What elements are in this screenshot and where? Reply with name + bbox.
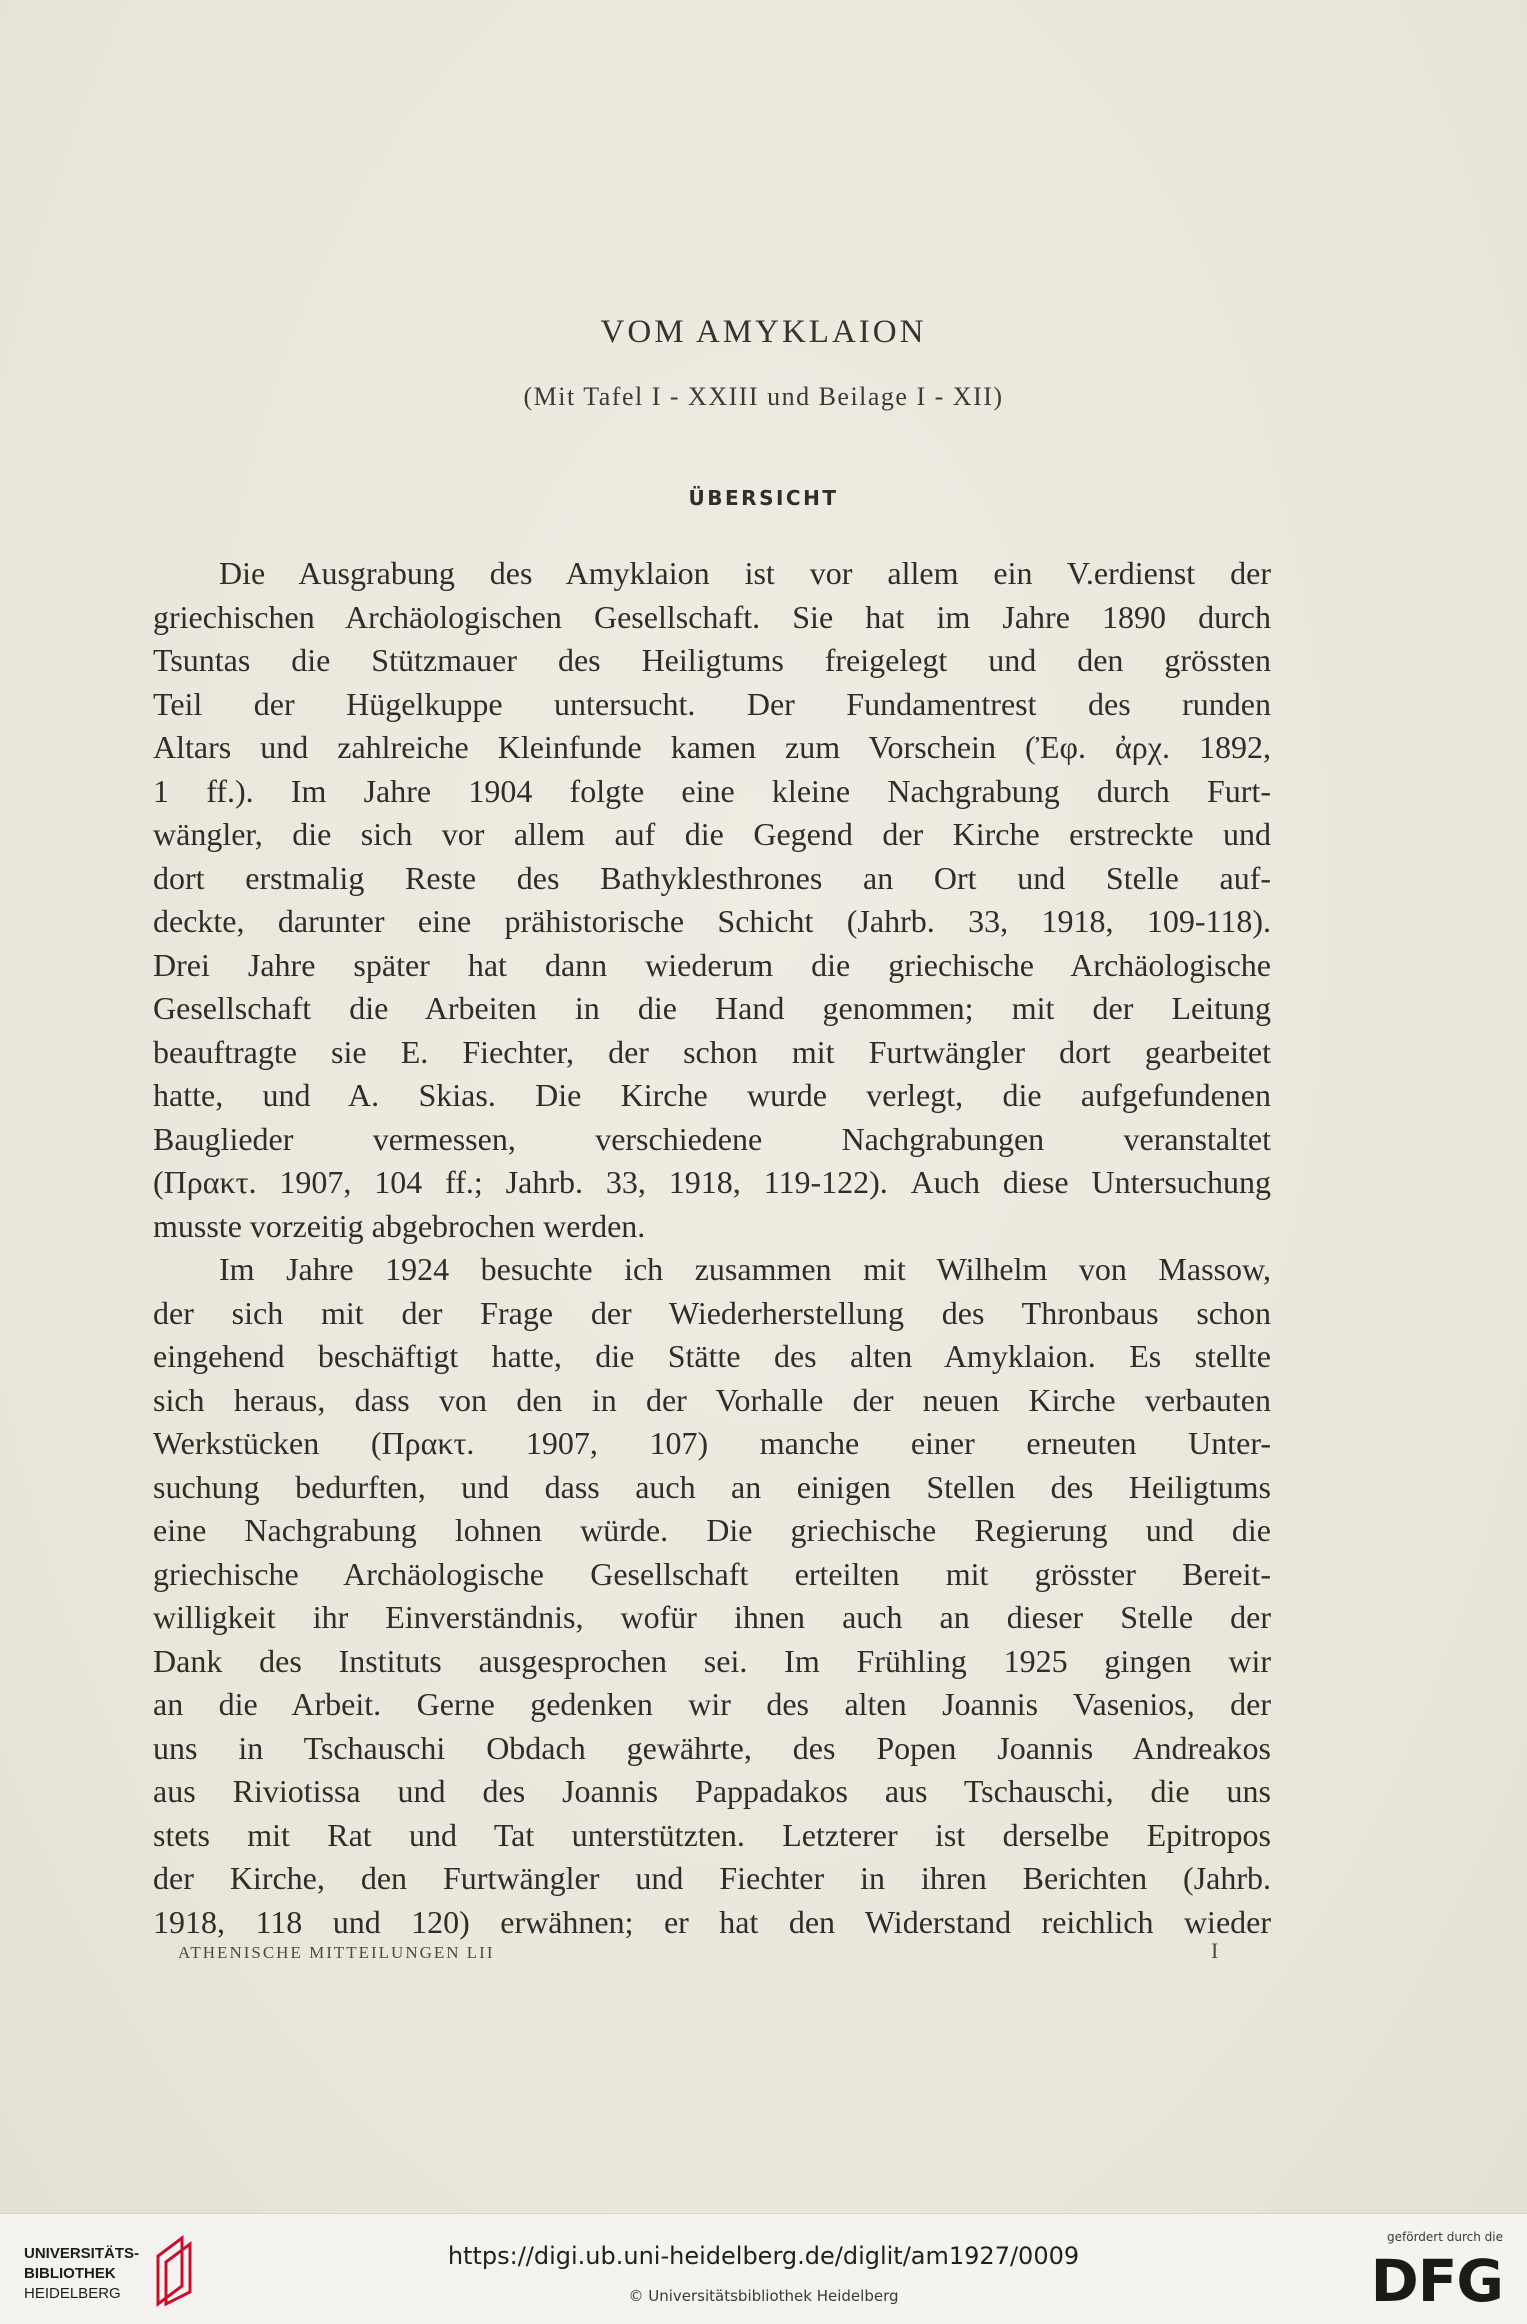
text-line: der Kirche, den Furtwängler und Fiechter in ihren Berichten (Jahrb. (153, 1860, 1271, 1896)
text-line: sich heraus, dass von den in der Vorhalle der neuen Kirche verbauten (153, 1381, 1271, 1418)
text-line: der sich mit der Frage der Wiederherstellung des Thronbaus schon (153, 1294, 1271, 1331)
text-line: Gesellschaft die Arbeiten in die Hand genommen; mit der Leitung (153, 990, 1271, 1026)
copyright-notice: © Universitätsbibliothek Heidelberg (628, 2287, 899, 2305)
text-line: griechischen Archäologischen Gesellschaft. Sie hat im Jahre 1890 durch (153, 598, 1271, 635)
viewer-footer-bar (0, 2213, 1527, 2324)
signature-mark: I (1211, 1938, 1219, 1963)
library-name-line: UNIVERSITÄTS- (24, 2245, 140, 2262)
text-line: Tsuntas die Stützmauer des Heiligtums freigelegt und den grössten (153, 642, 1271, 678)
section-heading: ÜBERSICHT (688, 486, 839, 510)
text-line: Werkstücken (Πρακτ. 1907, 107) manche einer erneuten Unter- (153, 1425, 1271, 1461)
running-footer: ATHENISCHE MITTEILUNGEN LII (178, 1943, 495, 1962)
text-line: Dank des Instituts ausgesprochen sei. Im Frühling 1925 gingen wir (153, 1642, 1271, 1679)
text-line: (Πρακτ. 1907, 104 ff.; Jahrb. 33, 1918, 119-122). Auch diese Untersuchung (153, 1164, 1271, 1200)
text-line: eine Nachgrabung lohnen würde. Die griechische Regierung und die (153, 1512, 1271, 1548)
dfg-logo[interactable]: DFG (1370, 2247, 1503, 2315)
library-name-line: HEIDELBERG (24, 2285, 121, 2302)
text-line: Bauglieder vermessen, verschiedene Nachgrabungen veranstaltet (153, 1120, 1271, 1157)
text-line: deckte, darunter eine prähistorische Schicht (Jahrb. 33, 1918, 109-118). (153, 903, 1271, 939)
text-line: hatte, und A. Skias. Die Kirche wurde verlegt, die aufgefundenen (153, 1077, 1271, 1113)
text-line: aus Riviotissa und des Joannis Pappadakos aus Tschauschi, die uns (153, 1773, 1271, 1809)
text-line: Die Ausgrabung des Amyklaion ist vor allem ein V.erdienst der (219, 555, 1271, 591)
text-line: suchung bedurften, und dass auch an einigen Stellen des Heiligtums (153, 1468, 1271, 1505)
text-line: stets mit Rat und Tat unterstützten. Letzterer ist derselbe Epitropos (153, 1816, 1271, 1853)
text-line: Altars und zahlreiche Kleinfunde kamen zum Vorschein (Ἐφ. ἀρχ. 1892, (153, 729, 1271, 765)
text-line: Im Jahre 1924 besuchte ich zusammen mit Wilhelm von Massow, (219, 1251, 1271, 1287)
text-line: 1 ff.). Im Jahre 1904 folgte eine kleine Nachgrabung durch Furt- (153, 772, 1271, 809)
text-line: musste vorzeitig abgebrochen werden. (153, 1207, 646, 1244)
page-title: VOM AMYKLAION (600, 314, 927, 350)
text-line: beauftragte sie E. Fiechter, der schon mit Furtwängler dort gearbeitet (153, 1033, 1271, 1070)
text-line: eingehend beschäftigt hatte, die Stätte des alten Amyklaion. Es stellte (153, 1338, 1271, 1374)
text-line: Teil der Hügelkuppe untersucht. Der Fundamentrest des runden (153, 685, 1271, 722)
text-line: 1918, 118 und 120) erwähnen; er hat den Widerstand reichlich wieder (153, 1903, 1271, 1940)
permalink-url[interactable]: https://digi.ub.uni-heidelberg.de/diglit/am1927/0009 (447, 2242, 1080, 2270)
library-name-line: BIBLIOTHEK (24, 2265, 116, 2282)
text-line: uns in Tschauschi Obdach gewährte, des Popen Joannis Andreakos (153, 1729, 1271, 1766)
text-line: an die Arbeit. Gerne gedenken wir des alten Joannis Vasenios, der (153, 1686, 1271, 1722)
text-line: wängler, die sich vor allem auf die Gegend der Kirche erstreckte und (153, 816, 1271, 852)
text-line: willigkeit ihr Einverständnis, wofür ihnen auch an dieser Stelle der (153, 1599, 1271, 1635)
text-line: griechische Archäologische Gesellschaft erteilten mit grösster Bereit- (153, 1555, 1271, 1592)
text-line: Drei Jahre später hat dann wiederum die griechische Archäologische (153, 946, 1271, 983)
body-text (153, 552, 1271, 1944)
page-subtitle: (Mit Tafel I - XXIII und Beilage I - XII) (523, 382, 1004, 411)
funding-note: gefördert durch die (1387, 2230, 1503, 2244)
text-line: dort erstmalig Reste des Bathyklesthrones an Ort und Stelle auf- (153, 859, 1271, 896)
